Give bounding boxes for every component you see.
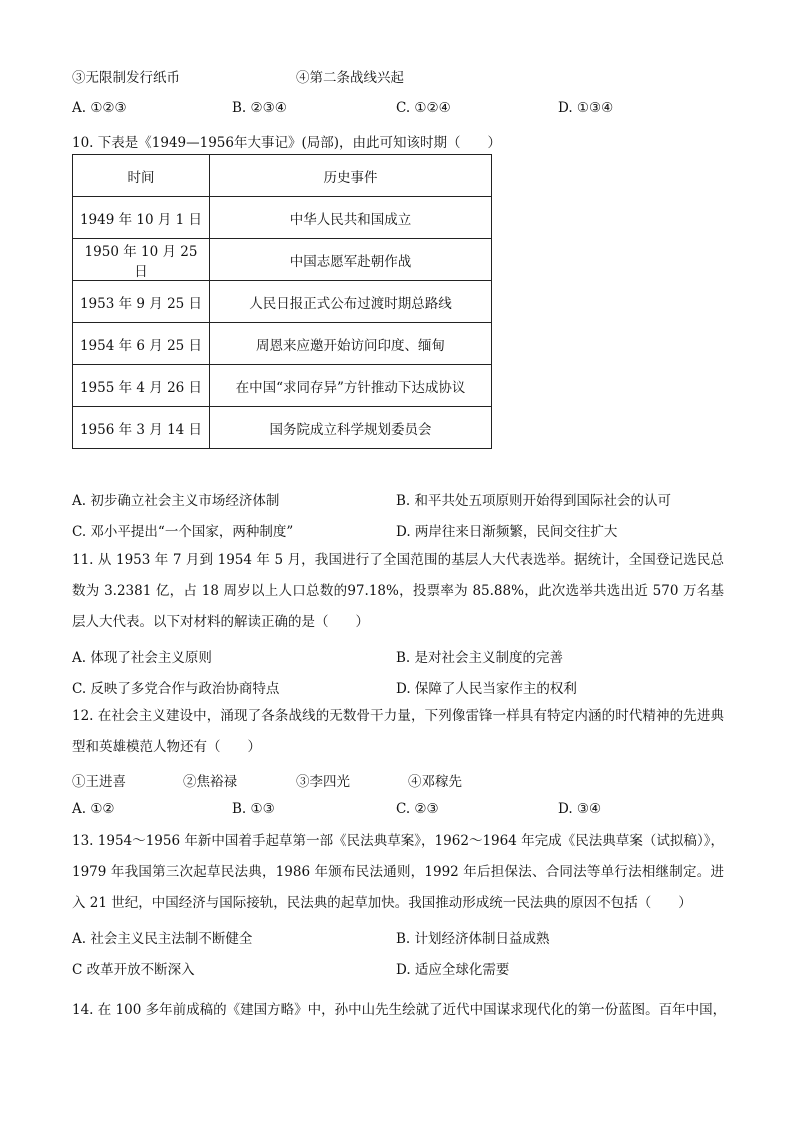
- events-table: [72, 154, 492, 449]
- q11-option-c[interactable]: C. 反映了多党合作与政治协商特点: [72, 681, 280, 697]
- q10-stem: 10. 下表是《1949—1956年大事记》(局部)，由此可知该时期（ ）: [72, 135, 502, 151]
- q12-option-c[interactable]: C. ②③: [396, 801, 439, 817]
- q12-item-1: ①王进喜: [72, 774, 126, 790]
- row-date: 1954 年 6 月 25 日: [73, 323, 210, 365]
- q13-stem: 13. 1954～1956 年新中国着手起草第一部《民法典草案》，1962～1964 年完成《民法典草案（试拟稿）》，1979 年我国第三次起草民法典，1986 年颁布民法通则，1992 年后担保法、合同法等单行法相继制定。进入 21 世纪，中国经济与国际接轨，民法典的起草加快。我国推动形成统一民法典的原因不包括（ ）: [72, 833, 724, 911]
- q10-option-b[interactable]: B. 和平共处五项原则开始得到国际社会的认可: [396, 493, 672, 509]
- q10-option-a[interactable]: A. 初步确立社会主义市场经济体制: [72, 493, 280, 509]
- row-event: 中国志愿军赴朝作战: [210, 239, 492, 281]
- q12-option-a[interactable]: A. ①②: [72, 801, 115, 817]
- q12-stem: 12. 在社会主义建设中，涌现了各条战线的无数骨干力量，下列像雷锋一样具有特定内涵的时代精神的先进典型和英雄模范人物还有（ ）: [72, 708, 724, 755]
- row-event: 中华人民共和国成立: [210, 197, 492, 239]
- q12-option-b[interactable]: B. ①③: [232, 801, 275, 817]
- table-row: [73, 197, 492, 239]
- table-row: [73, 281, 492, 323]
- q9-option-d[interactable]: D. ①③④: [558, 100, 614, 116]
- q9-option-c[interactable]: C. ①②④: [396, 100, 451, 116]
- table-row: [73, 239, 492, 281]
- row-event: 周恩来应邀开始访问印度、缅甸: [210, 323, 492, 365]
- q9-option-b[interactable]: B. ②③④: [232, 100, 287, 116]
- q13-option-a[interactable]: A. 社会主义民主法制不断健全: [72, 931, 253, 947]
- q13-option-c[interactable]: C 改革开放不断深入: [72, 962, 195, 978]
- row-event: 人民日报正式公布过渡时期总路线: [210, 281, 492, 323]
- q10-option-d[interactable]: D. 两岸往来日渐频繁，民间交往扩大: [396, 524, 618, 540]
- q12-item-4: ④邓稼先: [408, 774, 462, 790]
- row-event: 在中国“求同存异”方针推动下达成协议: [210, 365, 492, 407]
- row-event: 国务院成立科学规划委员会: [210, 407, 492, 449]
- table-row: [73, 365, 492, 407]
- q13-option-b[interactable]: B. 计划经济体制日益成熟: [396, 931, 550, 947]
- q11-option-d[interactable]: D. 保障了人民当家作主的权利: [396, 681, 577, 697]
- q9-item-3: ③无限制发行纸币: [72, 70, 180, 86]
- header-time: 时间: [73, 155, 210, 197]
- row-date: 1950 年 10 月 25 日: [73, 239, 210, 281]
- q12-item-3: ③李四光: [296, 774, 350, 790]
- q11-stem: 11. 从 1953 年 7 月到 1954 年 5 月，我国进行了全国范围的基层人大代表选举。据统计，全国登记选民总数为 3.2381 亿，占 18 周岁以上人口总数的97.18%，投票率为 85.88%，此次选举共选出近 570 万名基层人大代表。以下对材料的解读正确的是（ ）: [72, 552, 724, 630]
- row-date: 1956 年 3 月 14 日: [73, 407, 210, 449]
- q11-option-a[interactable]: A. 体现了社会主义原则: [72, 650, 212, 666]
- q9-item-4: ④第二条战线兴起: [296, 70, 404, 86]
- table-row: [73, 407, 492, 449]
- q10-option-c[interactable]: C. 邓小平提出“一个国家，两种制度”: [72, 524, 294, 540]
- row-date: 1949 年 10 月 1 日: [73, 197, 210, 239]
- q9-option-a[interactable]: A. ①②③: [72, 100, 127, 116]
- q11-option-b[interactable]: B. 是对社会主义制度的完善: [396, 650, 564, 666]
- q12-option-d[interactable]: D. ③④: [558, 801, 602, 817]
- row-date: 1953 年 9 月 25 日: [73, 281, 210, 323]
- header-event: 历史事件: [210, 155, 492, 197]
- q14-stem: 14. 在 100 多年前成稿的《建国方略》中，孙中山先生绘就了近代中国谋求现代化的第一份蓝图。百年中国，: [72, 1002, 727, 1018]
- table-header-row: [73, 155, 492, 197]
- row-date: 1955 年 4 月 26 日: [73, 365, 210, 407]
- table-row: [73, 323, 492, 365]
- q12-item-2: ②焦裕禄: [183, 774, 237, 790]
- q13-option-d[interactable]: D. 适应全球化需要: [396, 962, 510, 978]
